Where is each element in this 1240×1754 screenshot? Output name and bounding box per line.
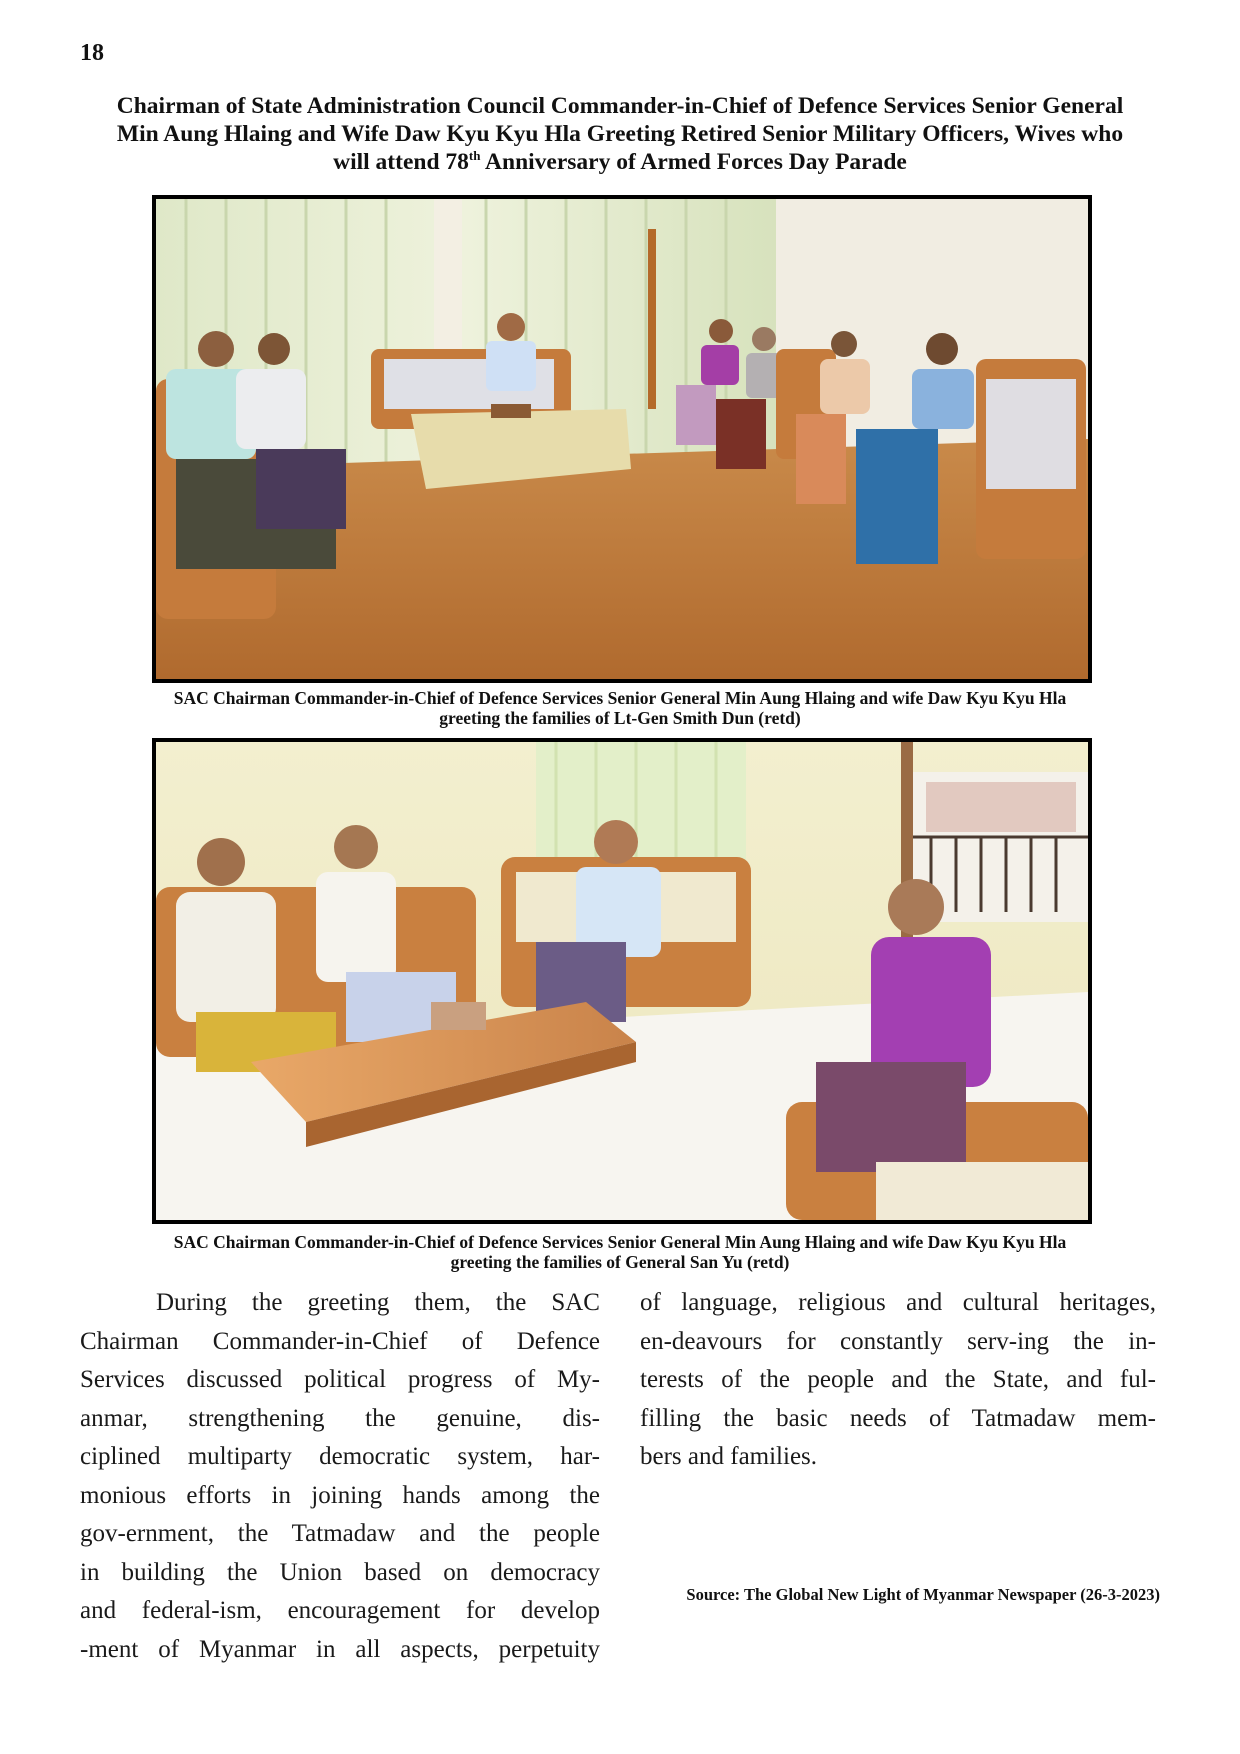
headline-line-3: will attend 78th Anniversary of Armed Forces Day Parade [333,148,907,175]
headline-line-2: Min Aung Hlaing and Wife Daw Kyu Kyu Hla Greeting Retired Senior Military Officers, Wives who [116,121,1124,147]
article-line: During the greeting them, the SAC [156,1289,600,1316]
page-number: 18 [80,40,104,66]
photo-2-caption-line-2: greeting the families of General San Yu (retd) [450,1252,790,1272]
article-line: filling the basic needs of Tatmadaw mem- [640,1404,1156,1432]
article-line: in building the Union based on democracy [80,1558,600,1586]
meeting-photo-2 [152,738,1092,1224]
article-line: -ment of Myanmar in all aspects, perpetuity [80,1635,600,1663]
article-line: of language, religious and cultural heritages, [640,1289,1156,1316]
meeting-photo-1 [152,195,1092,683]
article-column-left [80,1284,600,1669]
article-line: Chairman Commander-in-Chief of Defence [80,1327,600,1355]
photo-1-caption-line-2: greeting the families of Lt-Gen Smith Dun (retd) [439,708,801,728]
headline [70,92,1170,176]
article-line: gov-ernment, the Tatmadaw and the people [80,1520,600,1547]
article-line: and federal-ism, encouragement for develop [80,1597,600,1624]
photo-1-caption-line-1: SAC Chairman Commander-in-Chief of Defence Services Senior General Min Aung Hlaing and wife Daw Kyu Kyu Hla [173,688,1067,708]
article-line: Services discussed political progress of My- [80,1366,600,1393]
article-column-right [640,1284,1156,1477]
article-line: bers and families. [640,1443,818,1470]
photo-1-caption [70,688,1170,728]
article-line: en-deavours for constantly serv-ing the in- [640,1327,1156,1355]
article-line: anmar, strengthening the genuine, dis- [80,1404,600,1432]
photo-2-caption [70,1232,1170,1272]
article-line: ciplined multiparty democratic system, har- [80,1443,600,1470]
headline-line-1: Chairman of State Administration Council Commander-in-Chief of Defence Services Senior General [116,93,1124,119]
source-credit: Source: The Global New Light of Myanmar Newspaper (26-3-2023) [686,1585,1160,1604]
photo-2-caption-line-1: SAC Chairman Commander-in-Chief of Defence Services Senior General Min Aung Hlaing and wife Daw Kyu Kyu Hla [173,1232,1067,1252]
article-line: monious efforts in joining hands among the [80,1481,600,1509]
article-line: terests of the people and the State, and ful- [640,1366,1156,1393]
